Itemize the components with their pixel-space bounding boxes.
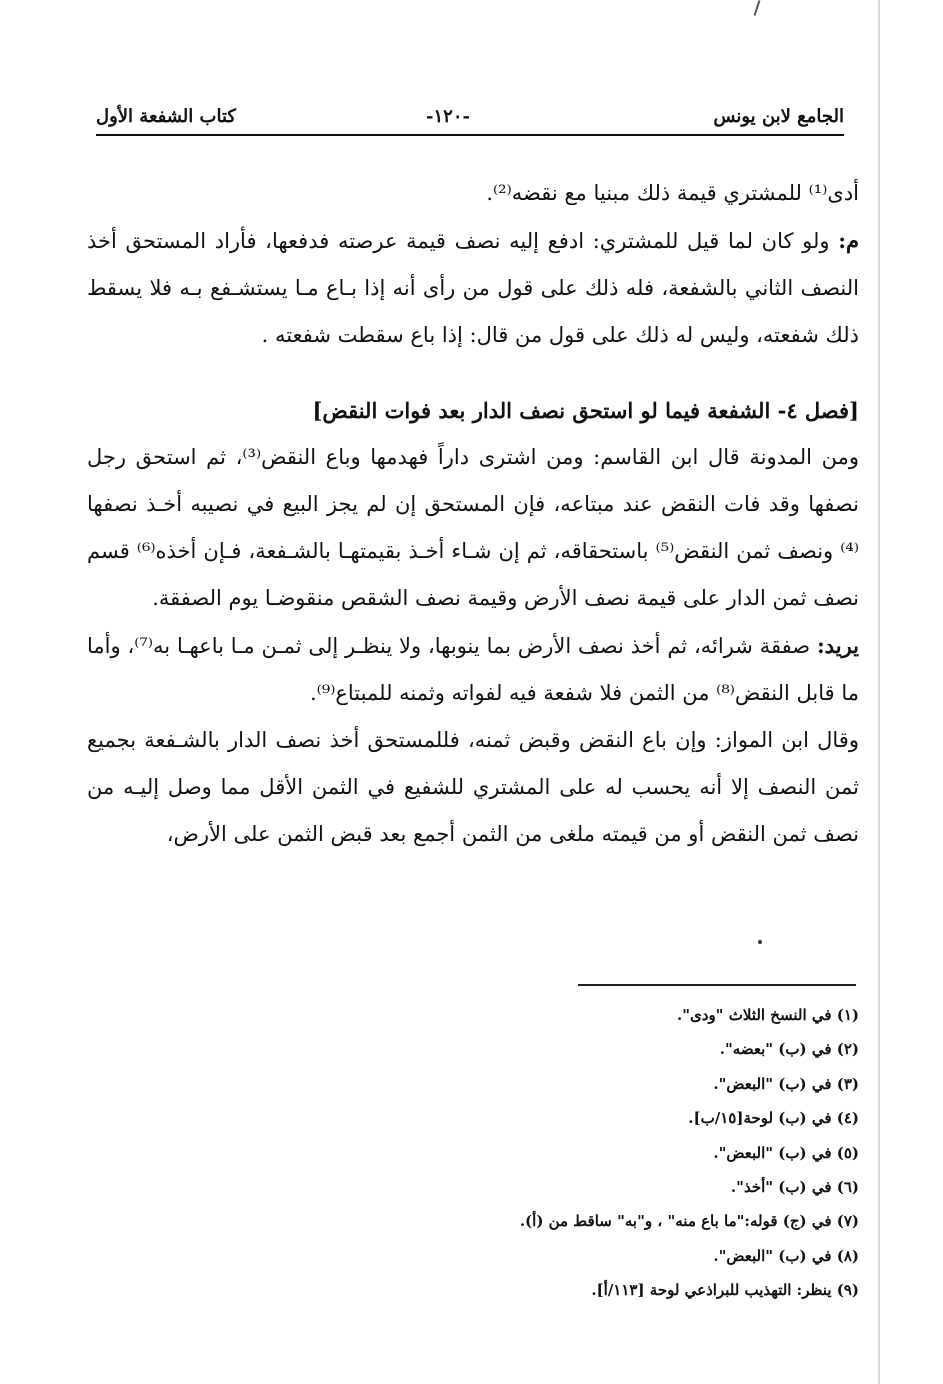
footnote-divider xyxy=(578,984,856,986)
paragraph-2 xyxy=(87,217,859,359)
running-header xyxy=(96,106,844,136)
paragraph-5: وقال ابن المواز: وإن باع النقض وقبض ثمنه، فللمستحق أخذ نصف الدار بالشـفعة بجميع ثمن النصف إلا أنه يحسب له على المشتري للشفيع في الثمن الأقل مما وصل إليـه من نصف ثمن النقض أو من قيمته ملغى من الثمن أجمع بعد قبض الثمن على الأرض، xyxy=(87,728,859,846)
footnote-item: (٨) في (ب) "البعض". xyxy=(713,1246,859,1265)
paragraph-2-text: ولو كان لما قيل للمشتري: ادفع إليه نصف قيمة عرصته فدفعها، فأراد المستحق أخذ النصف الثاني بالشفعة، فله ذلك على قول من رأى أنه إذا بـاع مـا يستشـفع بـه فلا يسقط ذلك شفعته، وليس له ذلك على قول من قال: إذا باع سقطت شفعته . xyxy=(87,229,859,347)
paragraph-3: ومن المدونة قال ابن القاسم: ومن اشترى داراً فهدمها وباع النقض⁽³⁾، ثم استحق رجل نصفها وقد فات النقض عند مبتاعه، فإن المستحق إن لم يجز البيع في نصيبه أخـذ نصفها ⁽⁴⁾ ونصف ثمن النقض⁽⁵⁾ باستحقاقه، ثم إن شـاء أخـذ بقيمتهـا بالشـفعة، فـإن أخذه⁽⁶⁾ قسم نصف ثمن الدار على قيمة نصف الأرض وقيمة نصف الشقص منقوضـا يوم الصفقة. xyxy=(87,445,859,610)
footnote-item: (١) في النسخ الثلاث "ودى". xyxy=(676,1006,859,1024)
header-chapter-title: كتاب الشفعة الأول xyxy=(96,106,236,127)
footnote-item: (٢) في (ب) "بعضه". xyxy=(719,1040,859,1059)
footnote-item: (٦) في (ب) "أخذ". xyxy=(730,1178,859,1197)
paragraph-2-lead: م: xyxy=(838,228,859,253)
main-text xyxy=(87,170,859,858)
paragraph-1: أدى⁽¹⁾ للمشتري قيمة ذلك مبنيا مع نقضه⁽²⁾. xyxy=(486,181,859,205)
footnote-item: (٥) في (ب) "البعض". xyxy=(713,1143,859,1162)
scan-edge-line xyxy=(878,0,880,1384)
header-book-title: الجامع لابن يونس xyxy=(713,106,844,127)
footnote-item: (٤) في (ب) لوحة[١٥/ب]. xyxy=(688,1109,859,1128)
page-number: -١٢٠- xyxy=(426,106,470,127)
paragraph-4-lead: يريد: xyxy=(816,633,860,658)
paragraph-4 xyxy=(87,622,859,717)
stray-dot xyxy=(758,940,762,944)
pen-mark xyxy=(754,0,761,16)
footnote-item: (٧) في (ج) قوله:"ما باع منه" ، و"به" ساقط من (أ). xyxy=(519,1212,859,1231)
footnotes xyxy=(339,998,859,1308)
paragraph-4-text: صفقة شرائه، ثم أخذ نصف الأرض بما ينوبها، ولا ينظـر إلى ثمـن مـا باعهـا به⁽⁷⁾، وأما ما قابل النقض⁽⁸⁾ من الثمن فلا شفعة فيه لفواته وثمنه للمبتاع⁽⁹⁾. xyxy=(87,634,859,705)
footnote-item: (٩) ينظر: التهذيب للبراذعي لوحة [١١٣/أ]. xyxy=(591,1281,859,1300)
section-heading: [فصل ٤- الشفعة فيما لو استحق نصف الدار بعد فوات النقض] xyxy=(312,398,859,423)
footnote-item: (٣) في (ب) "البعض". xyxy=(713,1074,859,1093)
